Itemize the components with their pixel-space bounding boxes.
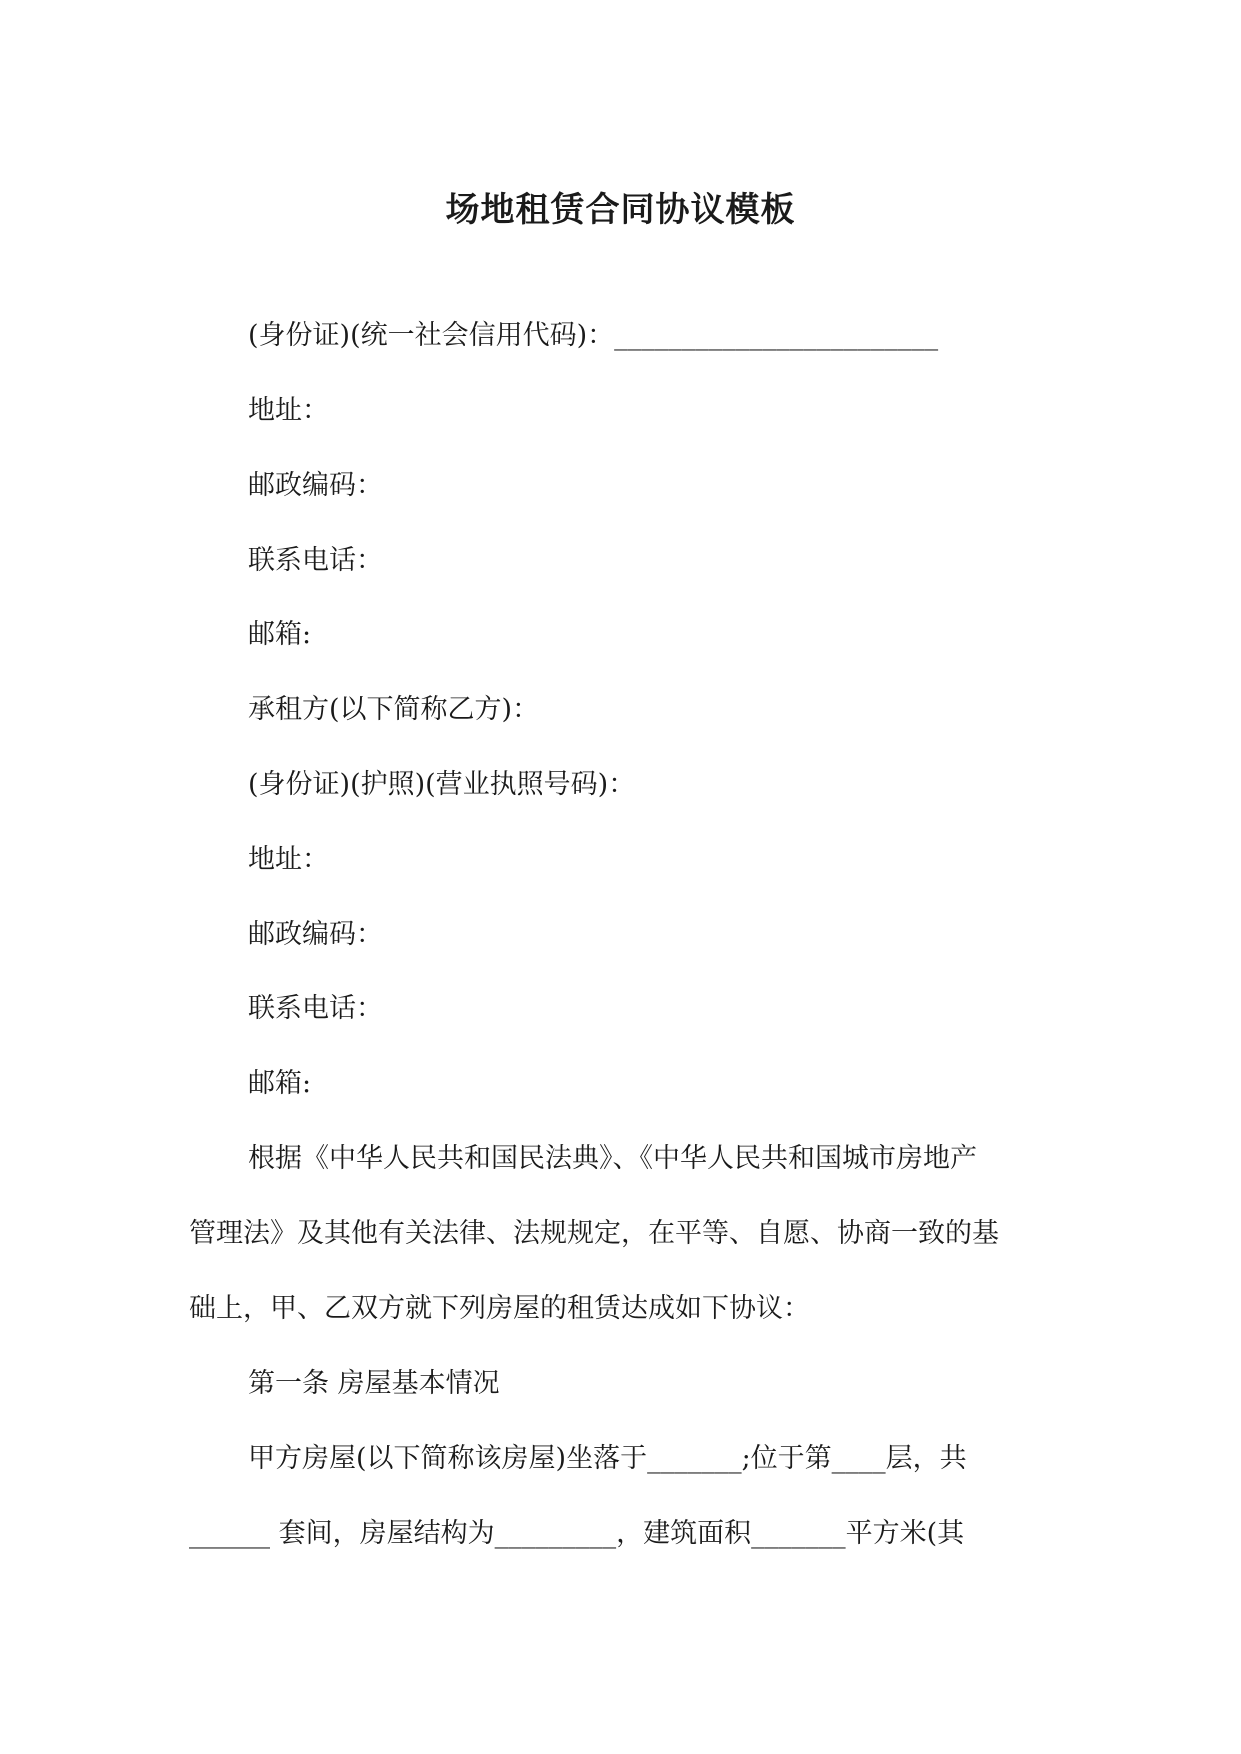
document-title: 场地租赁合同协议模板 [445,190,796,230]
preamble-line-1: 根据《中华人民共和国民法典》、《中华人民共和国城市房地产 [248,1143,977,1174]
article-one-line-2: ______ 套间，房屋结构为_________，建筑面积_______平方米(其 [189,1518,965,1549]
article-one-line-1: 甲方房屋(以下简称该房屋)坐落于_______;位于第____层，共 [248,1443,967,1474]
party-b-address-line: 地址： [248,844,329,875]
party-a-phone-line: 联系电话： [248,545,383,576]
article-one-heading: 第一条 房屋基本情况 [248,1368,500,1399]
party-b-phone-line: 联系电话： [248,993,383,1024]
party-a-postcode-line: 邮政编码： [248,470,383,501]
party-b-heading-line: 承租方(以下简称乙方)： [248,694,540,725]
party-b-postcode-line: 邮政编码： [248,919,383,950]
preamble-line-3: 础上，甲、乙双方就下列房屋的租赁达成如下协议： [189,1293,810,1324]
party-a-email-line: 邮箱: [248,619,312,650]
party-a-id-line: (身份证)(统一社会信用代码)：________________________ [248,320,939,351]
party-b-id-line: (身份证)(护照)(营业执照号码)： [248,769,636,800]
party-a-address-line: 地址： [248,395,329,426]
preamble-line-2: 管理法》及其他有关法律、法规规定，在平等、自愿、协商一致的基 [189,1218,999,1249]
party-b-email-line: 邮箱: [248,1068,312,1099]
